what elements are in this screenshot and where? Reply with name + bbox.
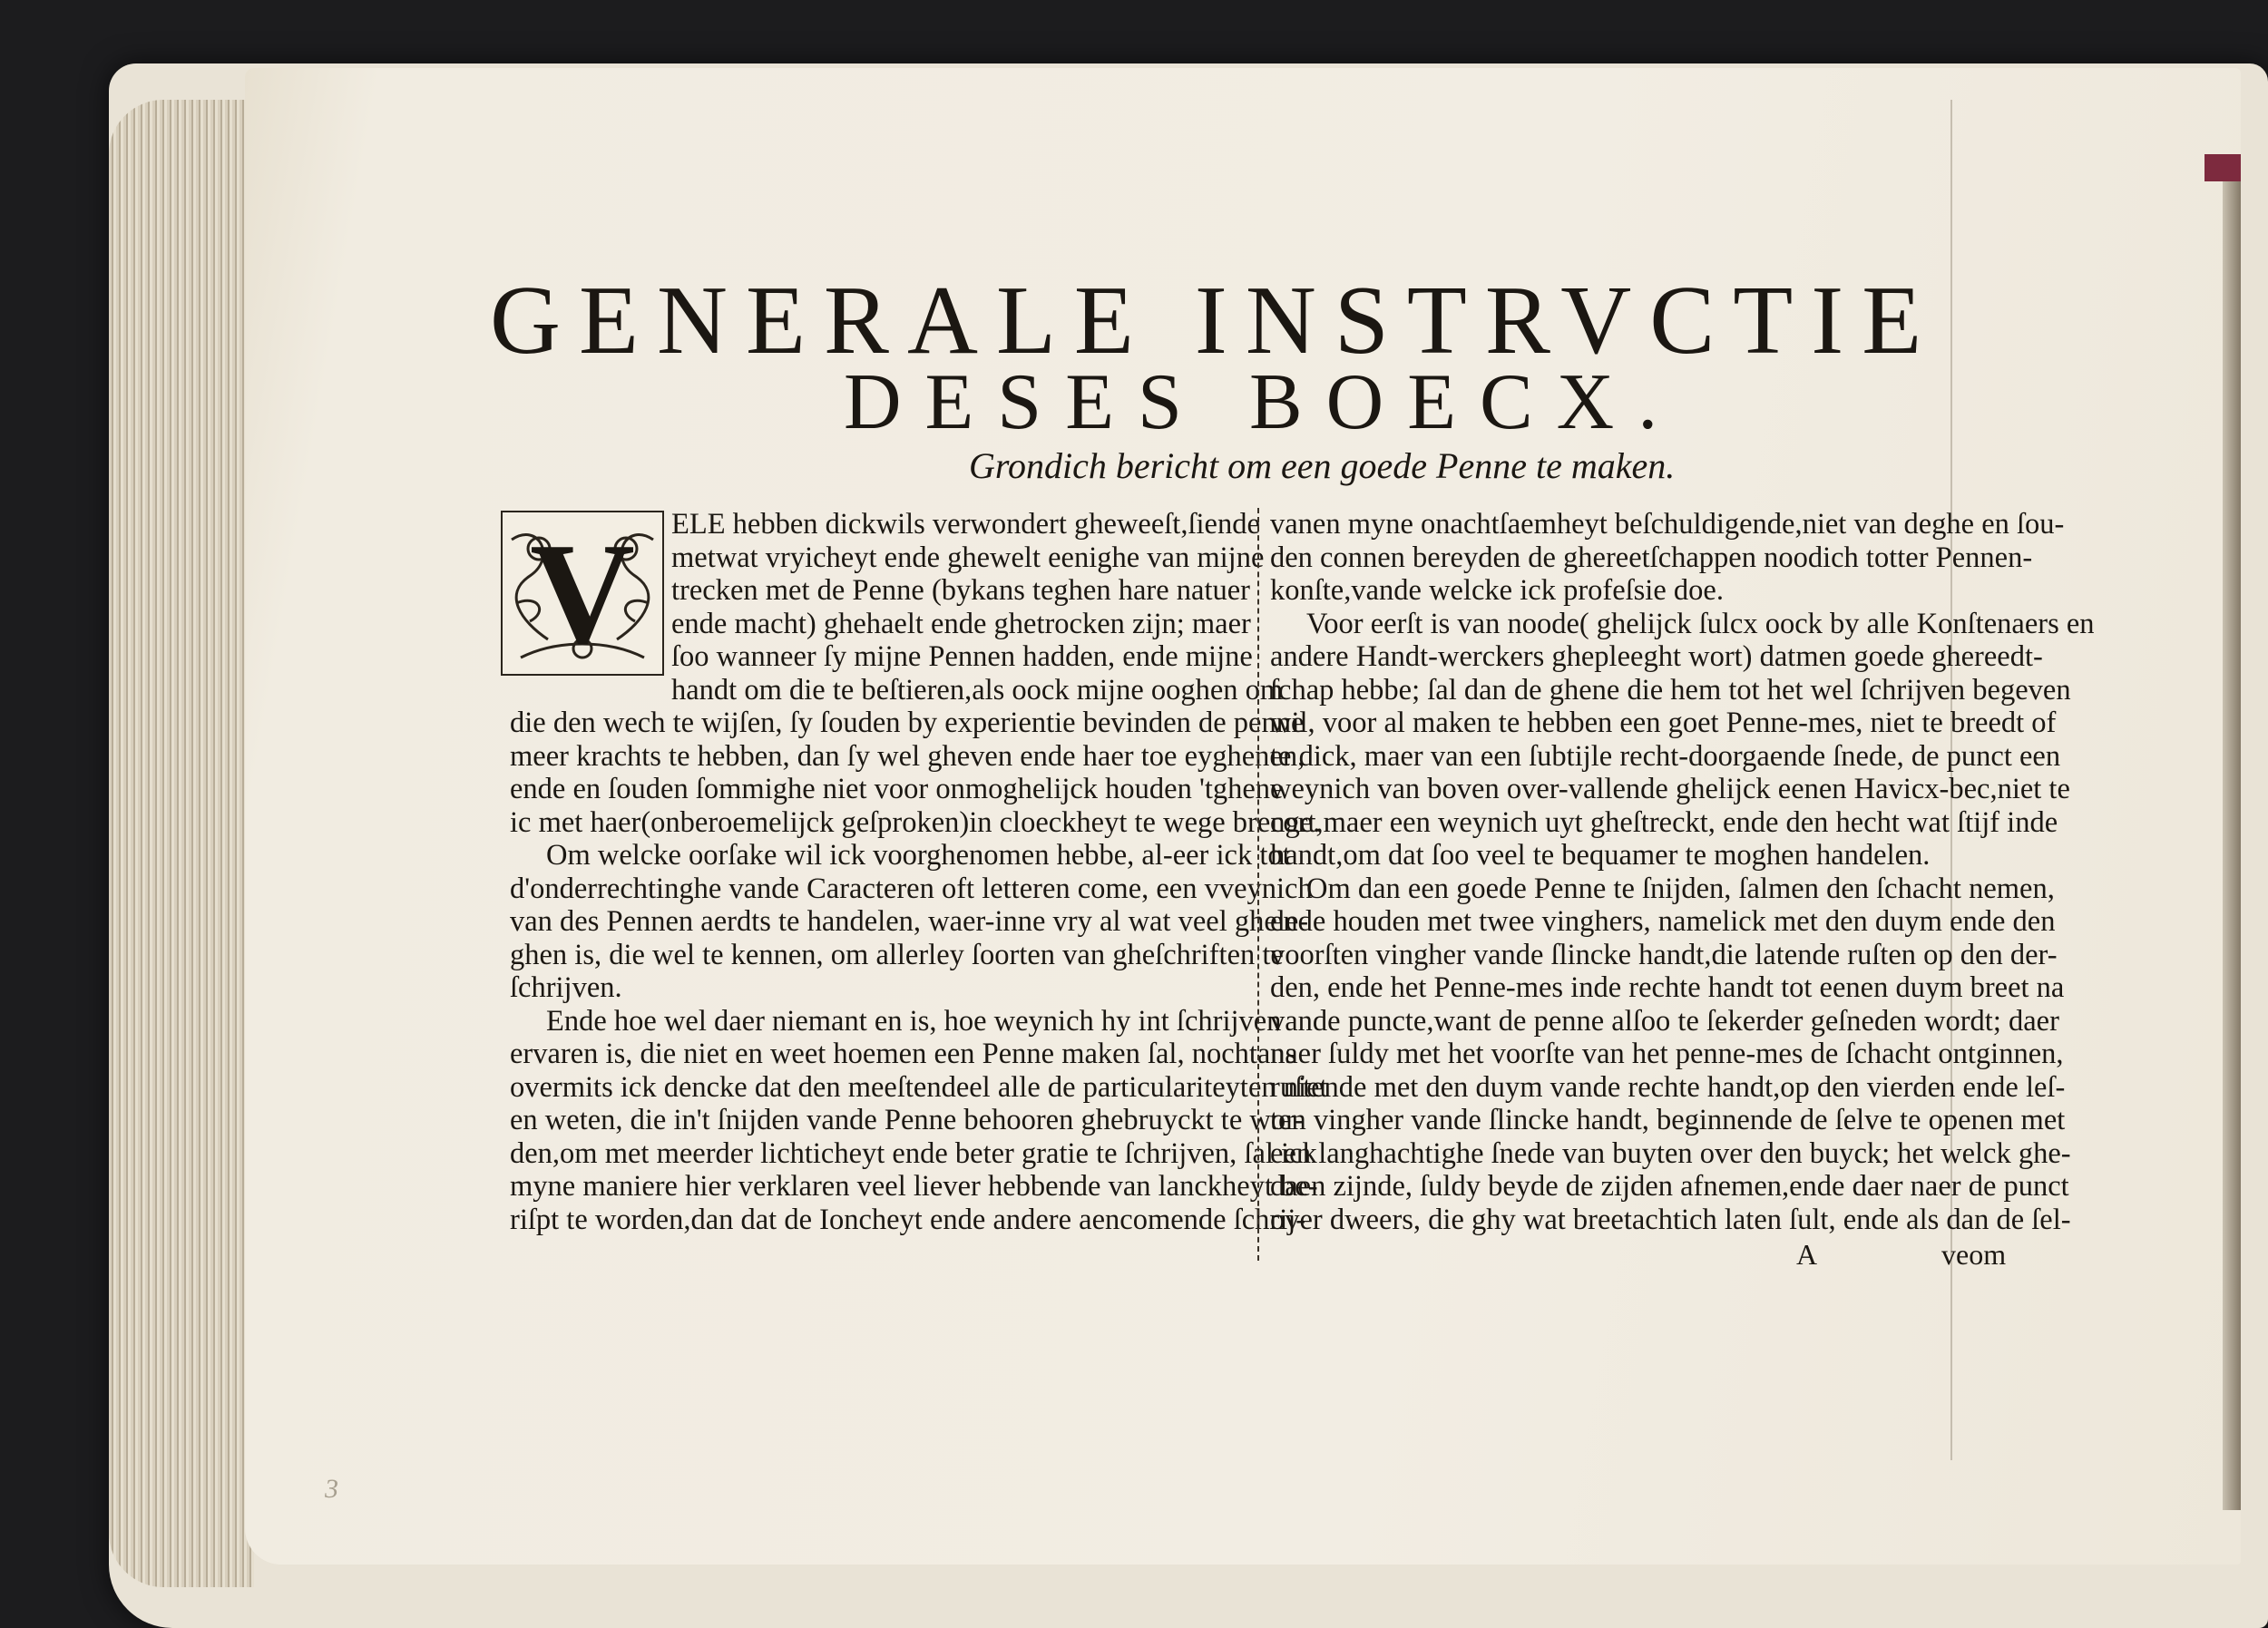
ribbon-strip <box>2204 154 2241 181</box>
text-line: een langhachtighe ſnede van buyten over den buyck; het welck ghe- <box>1270 1136 2071 1170</box>
text-line: meer krachts te hebben, dan ſy wel gheven ende haer toe eyghenen, <box>510 739 1305 773</box>
text-line: Ende hoe wel daer niemant en is, hoe weynich hy int ſchrijven <box>546 1004 1282 1038</box>
text-line: ſchrijven. <box>510 971 622 1004</box>
text-line: konſte,vande welcke ick profeſsie doe. <box>1270 574 1724 607</box>
text-line: handt om die te beſtieren,als oock mijne ooghen om <box>671 673 1284 707</box>
column-divider <box>1257 508 1259 1261</box>
text-line: ſchap hebbe; ſal dan de ghene die hem tot het wel ſchrijven begeven <box>1270 673 2071 707</box>
text-line: ende houden met twee vinghers, namelick met den duym ende den <box>1270 905 2056 938</box>
text-line: den,om met meerder lichticheyt ende beter gratie te ſchrijven, ſal ick <box>510 1136 1317 1170</box>
page-edges <box>109 100 254 1587</box>
subtitle: Grondich bericht om een goede Penne te maken. <box>969 445 1676 486</box>
text-line: naer ſuldy met het voorſte van het penne-mes de ſchacht ontginnen, <box>1270 1038 2064 1070</box>
left-column <box>510 508 1327 1236</box>
text-line: metwat vryicheyt ende ghewelt eenighe van mijne <box>671 541 1265 574</box>
text-line: daen zijnde, ſuldy beyde de zijden afnemen,ende daer naer de punct <box>1270 1170 2069 1203</box>
right-page-edge <box>2223 168 2241 1510</box>
text-line: andere Handt-werckers ghepleeght wort) datmen goede ghereedt- <box>1270 640 2043 673</box>
text-line: vande puncte,want de penne alſoo te ſekerder geſneden wordt; daer <box>1270 1004 2059 1038</box>
signature-mark: A <box>1796 1238 1818 1271</box>
text-line: myne maniere hier verklaren veel liever hebbende van lanckheyt be- <box>510 1170 1318 1203</box>
text-line: en weten, die in't ſnijden vande Penne behooren ghebruyckt te wor- <box>510 1104 1305 1136</box>
text-line: den, ende het Penne-mes inde rechte handt tot eenen duym breet na <box>1270 971 2065 1004</box>
text-line: van des Pennen aerdts te handelen, waer-inne vry al wat veel ghele- <box>510 905 1309 938</box>
text-line: handt,om dat ſoo veel te bequamer te moghen handelen. <box>1270 839 1931 872</box>
initial-letter: V <box>530 512 635 674</box>
text-line: Voor eerſt is van noode( ghelijck ſulcx oock by alle Konſtenaers en <box>1306 607 2095 640</box>
text-line: ghen is, die wel te kennen, om allerley ſoorten van gheſchriften te <box>510 938 1284 971</box>
right-column <box>1270 508 2095 1236</box>
title-line-2: DESES BOECX. <box>844 358 1682 446</box>
text-line: den connen bereyden de ghereetſchappen noodich totter Pennen- <box>1270 541 2033 574</box>
text-line: Om welcke oorſake wil ick voorghenomen hebbe, al-eer ick tot <box>546 839 1291 872</box>
text-line: voorſten vingher vande ſlincke handt,die latende ruſten op den der- <box>1270 938 2058 971</box>
title-line-1: GENERALE INSTRVCTIE <box>490 267 1941 375</box>
text-line: trecken met de Penne (bykans teghen hare natuer <box>671 574 1250 607</box>
text-line: cort,maer een weynich uyt gheſtreckt, ende den hecht wat ſtijf inde <box>1270 805 2058 839</box>
text-line: ten vingher vande ſlincke handt, beginnende de ſelve te openen met <box>1270 1104 2066 1136</box>
text-line: overmits ick dencke dat den meeſtendeel alle de particulariteyten niet <box>510 1070 1328 1104</box>
text-line: ende en ſouden ſommighe niet voor onmoghelijck houden 'tghene <box>510 773 1284 805</box>
text-line: ELE hebben dickwils verwondert gheweeſt,ſiende <box>671 508 1260 541</box>
catchword: veom <box>1941 1238 2007 1271</box>
text-line: d'onderrechtinghe vande Caracteren oft letteren come, een vveynich <box>510 872 1313 905</box>
text-line: riſpt te worden,dan dat de Ioncheyt ende andere aencomende ſchrij- <box>510 1203 1306 1236</box>
text-line: Om dan een goede Penne te ſnijden, ſalmen den ſchacht nemen, <box>1306 872 2055 905</box>
page-number: 3 <box>325 1474 338 1504</box>
text-line: die den wech te wijſen, ſy ſouden by experientie bevinden de penne <box>510 707 1305 739</box>
text-line: vanen myne onachtſaemheyt beſchuldigende,niet van deghe en ſou- <box>1270 508 2065 541</box>
text-line: wil, voor al maken te hebben een goet Penne-mes, niet te breedt of <box>1270 707 2057 739</box>
text-line: ende macht) ghehaelt ende ghetrocken zijn; maer <box>671 607 1251 640</box>
text-line: weynich van boven over-vallende ghelijck eenen Havicx-bec,niet te <box>1270 773 2070 805</box>
text-line: ervaren is, die niet en weet hoemen een Penne maken ſal, nochtans <box>510 1038 1297 1070</box>
text-line: ſoo wanneer ſy mijne Pennen hadden, ende mijne <box>671 640 1253 673</box>
text-line: over dweers, die ghy wat breetachtich laten ſult, ende als dan de ſel- <box>1270 1203 2071 1236</box>
text-line: ruſtende met den duym vande rechte handt,op den vierden ende leſ- <box>1270 1070 2066 1104</box>
text-line: ic met haer(onberoemelijck geſproken)in cloeckheyt te wege brenge. <box>510 805 1321 839</box>
text-line: te dick, maer van een ſubtijle recht-doorgaende ſnede, de punct een <box>1270 739 2061 773</box>
